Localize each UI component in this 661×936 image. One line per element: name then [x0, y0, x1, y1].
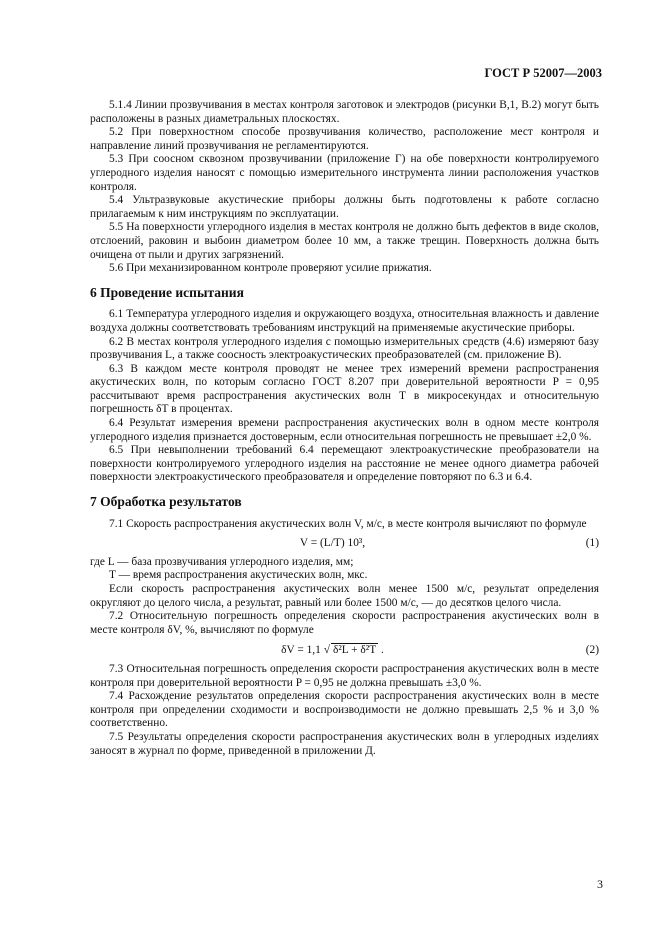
paragraph-5-1-4: 5.1.4 Линии прозвучивания в местах контроля заготовок и электродов (рисунки В,1, В.2) могут быть расположены в разных диаметральных плоскостях.: [90, 99, 599, 125]
section-6-heading: 6 Проведение испытания: [90, 284, 244, 300]
square-root-icon: √: [323, 644, 330, 657]
paragraph-5-3: 5.3 При соосном сквозном прозвучивании (приложение Г) на обе поверхности контролируемого углеродного изделия наносят с помощью измерительного инструмента линии расположения участков контроля.: [90, 153, 599, 193]
formula-1-expression: V = (L/T) 10³,: [299, 537, 366, 550]
formula-2: [90, 643, 599, 658]
formula-1-where-T: T — время распространения акустических волн, мкс.: [109, 569, 368, 582]
formula-2-end: .: [381, 644, 384, 657]
section-7-heading: 7 Обработка результатов: [90, 494, 242, 510]
paragraph-7-5: 7.5 Результаты определения скорости распространения акустических волн в углеродных изделиях заносят в журнал по форме, приведенной в приложении Д.: [90, 730, 599, 757]
standard-number: ГОСТ Р 52007—2003: [484, 66, 602, 80]
paragraph-7-2: 7.2 Относительную погрешность определения скорости распространения акустических волн в месте контроля δV, %, вычисляют по формуле: [90, 610, 599, 636]
paragraph-5-4: 5.4 Ультразвуковые акустические приборы должны быть подготовлены к работе согласно прилагаемым к ним инструкциям по эксплуатации.: [90, 194, 599, 220]
document-body: [90, 99, 599, 758]
paragraph-5-2: 5.2 При поверхностном способе прозвучивания количество, расположение мест контроля и направление линий прозвучивания не регламентируются.: [90, 126, 599, 152]
paragraph-7-1: 7.1 Скорость распространения акустических волн V, м/с, в месте контроля вычисляют по формуле: [109, 517, 587, 530]
formula-2-expression: [90, 643, 575, 658]
paragraph-7-4: 7.4 Расхождение результатов определения скорости распространения акустических волн в месте контроля при определении сходимости и воспроизводимости не должно превышать 2,5 % и 3,0 % соответственно.: [90, 690, 599, 730]
formula-1-where-L: где L — база прозвучивания углеродного изделия, мм;: [90, 555, 354, 568]
page-number: 3: [597, 877, 603, 891]
paragraph-5-5: 5.5 На поверхности углеродного изделия в местах контроля не должно быть дефектов в виде сколов, отслоений, раковин и выбоин диаметром более 10 мм, а также трещин. Поверхность должна быть очищена от пыли и других загрязнений.: [90, 221, 599, 261]
paragraph-6-3: 6.3 В каждом месте контроля проводят не менее трех измерений времени распространения акустических волн, по которым согласно ГОСТ 8.207 при доверительной вероятности P = 0,95 рассчитывают время распространения акустических волн T в микросекундах и относительную погрешность δT в процентах.: [90, 362, 599, 416]
formula-2-number: (2): [585, 643, 599, 656]
formula-2-lhs: δV = 1,1: [281, 644, 321, 657]
formula-1: [90, 537, 599, 551]
paragraph-6-2: 6.2 В местах контроля углеродного изделия с помощью измерительных средств (4.6) измеряют базу прозвучивания L, а также соосность электроакустических преобразователей (см. приложение В).: [90, 335, 599, 362]
paragraph-7-1-rounding: Если скорость распространения акустических волн менее 1500 м/с, результат определения округляют до целого числа, а результат, равный или более 1500 м/с, — до десятков целого числа.: [90, 583, 599, 609]
paragraph-5-6: 5.6 При механизированном контроле проверяют усилие прижатия.: [109, 262, 432, 275]
formula-2-radicand: δ²L + δ²T: [332, 644, 377, 657]
paragraph-6-5: 6.5 При невыполнении требований 6.4 перемещают электроакустические преобразователи на поверхности контролируемого углеродного изделия на расстояние не менее одного диаметра рабочей поверхности электроакустического преобразователя и определение повторяют по 6.3 и 6.4.: [90, 444, 599, 484]
paragraph-6-1: 6.1 Температура углеродного изделия и окружающего воздуха, относительная влажность и давление воздуха должны соответствовать требованиям инструкций на применяемые акустические приборы.: [90, 308, 599, 334]
paragraph-7-3: 7.3 Относительная погрешность определения скорости распространения акустических волн в месте контроля при доверительной вероятности P = 0,95 не должна превышать ±3,0 %.: [90, 662, 599, 689]
formula-1-number: (1): [585, 537, 599, 550]
paragraph-6-4: 6.4 Результат измерения времени распространения акустических волн в одном месте контроля углеродного изделия признается достоверным, если относительная погрешность не превышает ±2,0 %.: [90, 417, 599, 443]
